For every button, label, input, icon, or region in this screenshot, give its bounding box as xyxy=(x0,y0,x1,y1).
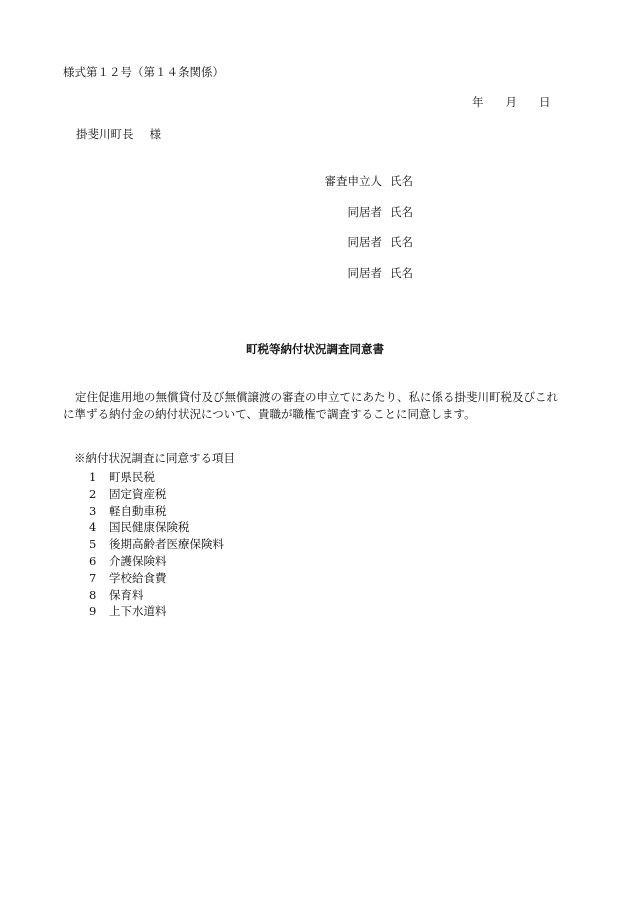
signatory-cohabitant-1 xyxy=(348,207,414,219)
addressee xyxy=(76,129,161,141)
consent-statement-line: 定住促進用地の無償貸付及び無償譲渡の審査の申立てにあたり、私に係る掛斐川町税及びこれ xyxy=(75,390,558,404)
item-label: 後期高齢者医療保険料 xyxy=(109,537,224,552)
item-number: 4 xyxy=(89,520,97,535)
date-year-label: 年 xyxy=(472,95,484,109)
list-item xyxy=(89,587,224,604)
item-label: 国民健康保険税 xyxy=(109,520,190,535)
item-label: 固定資産税 xyxy=(109,486,167,501)
date-line xyxy=(472,97,551,109)
list-item xyxy=(89,469,224,486)
signatory-cohabitant-3 xyxy=(348,268,414,280)
consent-items-heading: ※納付状況調査に同意する項目 xyxy=(74,451,235,465)
document-title: 町税等納付状況調査同意書 xyxy=(246,342,384,356)
item-number: 8 xyxy=(89,587,97,602)
item-number: 1 xyxy=(89,470,97,484)
date-month-label: 月 xyxy=(505,95,517,109)
list-item xyxy=(89,519,224,536)
list-item xyxy=(89,570,224,587)
signatory-label: 審査申立人 xyxy=(324,174,382,188)
item-label: 軽自動車税 xyxy=(109,503,167,518)
date-day-label: 日 xyxy=(539,95,551,109)
addressee-honorific: 様 xyxy=(149,127,161,141)
item-number: 3 xyxy=(89,503,97,518)
signatory-label: 同居者 xyxy=(347,235,382,249)
signatory-label: 同居者 xyxy=(347,205,382,219)
item-label: 上下水道料 xyxy=(109,604,167,619)
item-label: 町県民税 xyxy=(109,470,155,484)
consent-statement xyxy=(63,389,575,423)
consent-statement-line: に準ずる納付金の納付状況について、貴職が職権で調査することに同意します。 xyxy=(63,407,476,421)
signatory-name-field: 氏名 xyxy=(390,235,413,249)
list-item xyxy=(89,486,224,503)
item-number: 5 xyxy=(89,537,97,552)
addressee-name: 掛斐川町長 xyxy=(76,127,134,141)
list-item xyxy=(89,536,224,553)
signatory-name-field: 氏名 xyxy=(390,205,413,219)
signatory-name-field: 氏名 xyxy=(390,174,413,188)
item-number: 7 xyxy=(89,570,97,585)
consent-items-list xyxy=(89,469,224,620)
list-item xyxy=(89,503,224,520)
item-label: 介護保険料 xyxy=(109,553,167,568)
signatory-cohabitant-2 xyxy=(348,237,414,249)
signatory-applicant xyxy=(325,176,414,188)
item-label: 学校給食費 xyxy=(109,570,167,585)
item-number: 9 xyxy=(89,604,97,619)
item-number: 2 xyxy=(89,486,97,501)
list-item xyxy=(89,603,224,620)
form-number: 様式第１２号（第１４条関係） xyxy=(63,65,224,79)
item-number: 6 xyxy=(89,553,97,568)
signatory-name-field: 氏名 xyxy=(390,266,413,280)
item-label: 保育料 xyxy=(109,587,144,602)
signatory-label: 同居者 xyxy=(347,266,382,280)
list-item xyxy=(89,553,224,570)
